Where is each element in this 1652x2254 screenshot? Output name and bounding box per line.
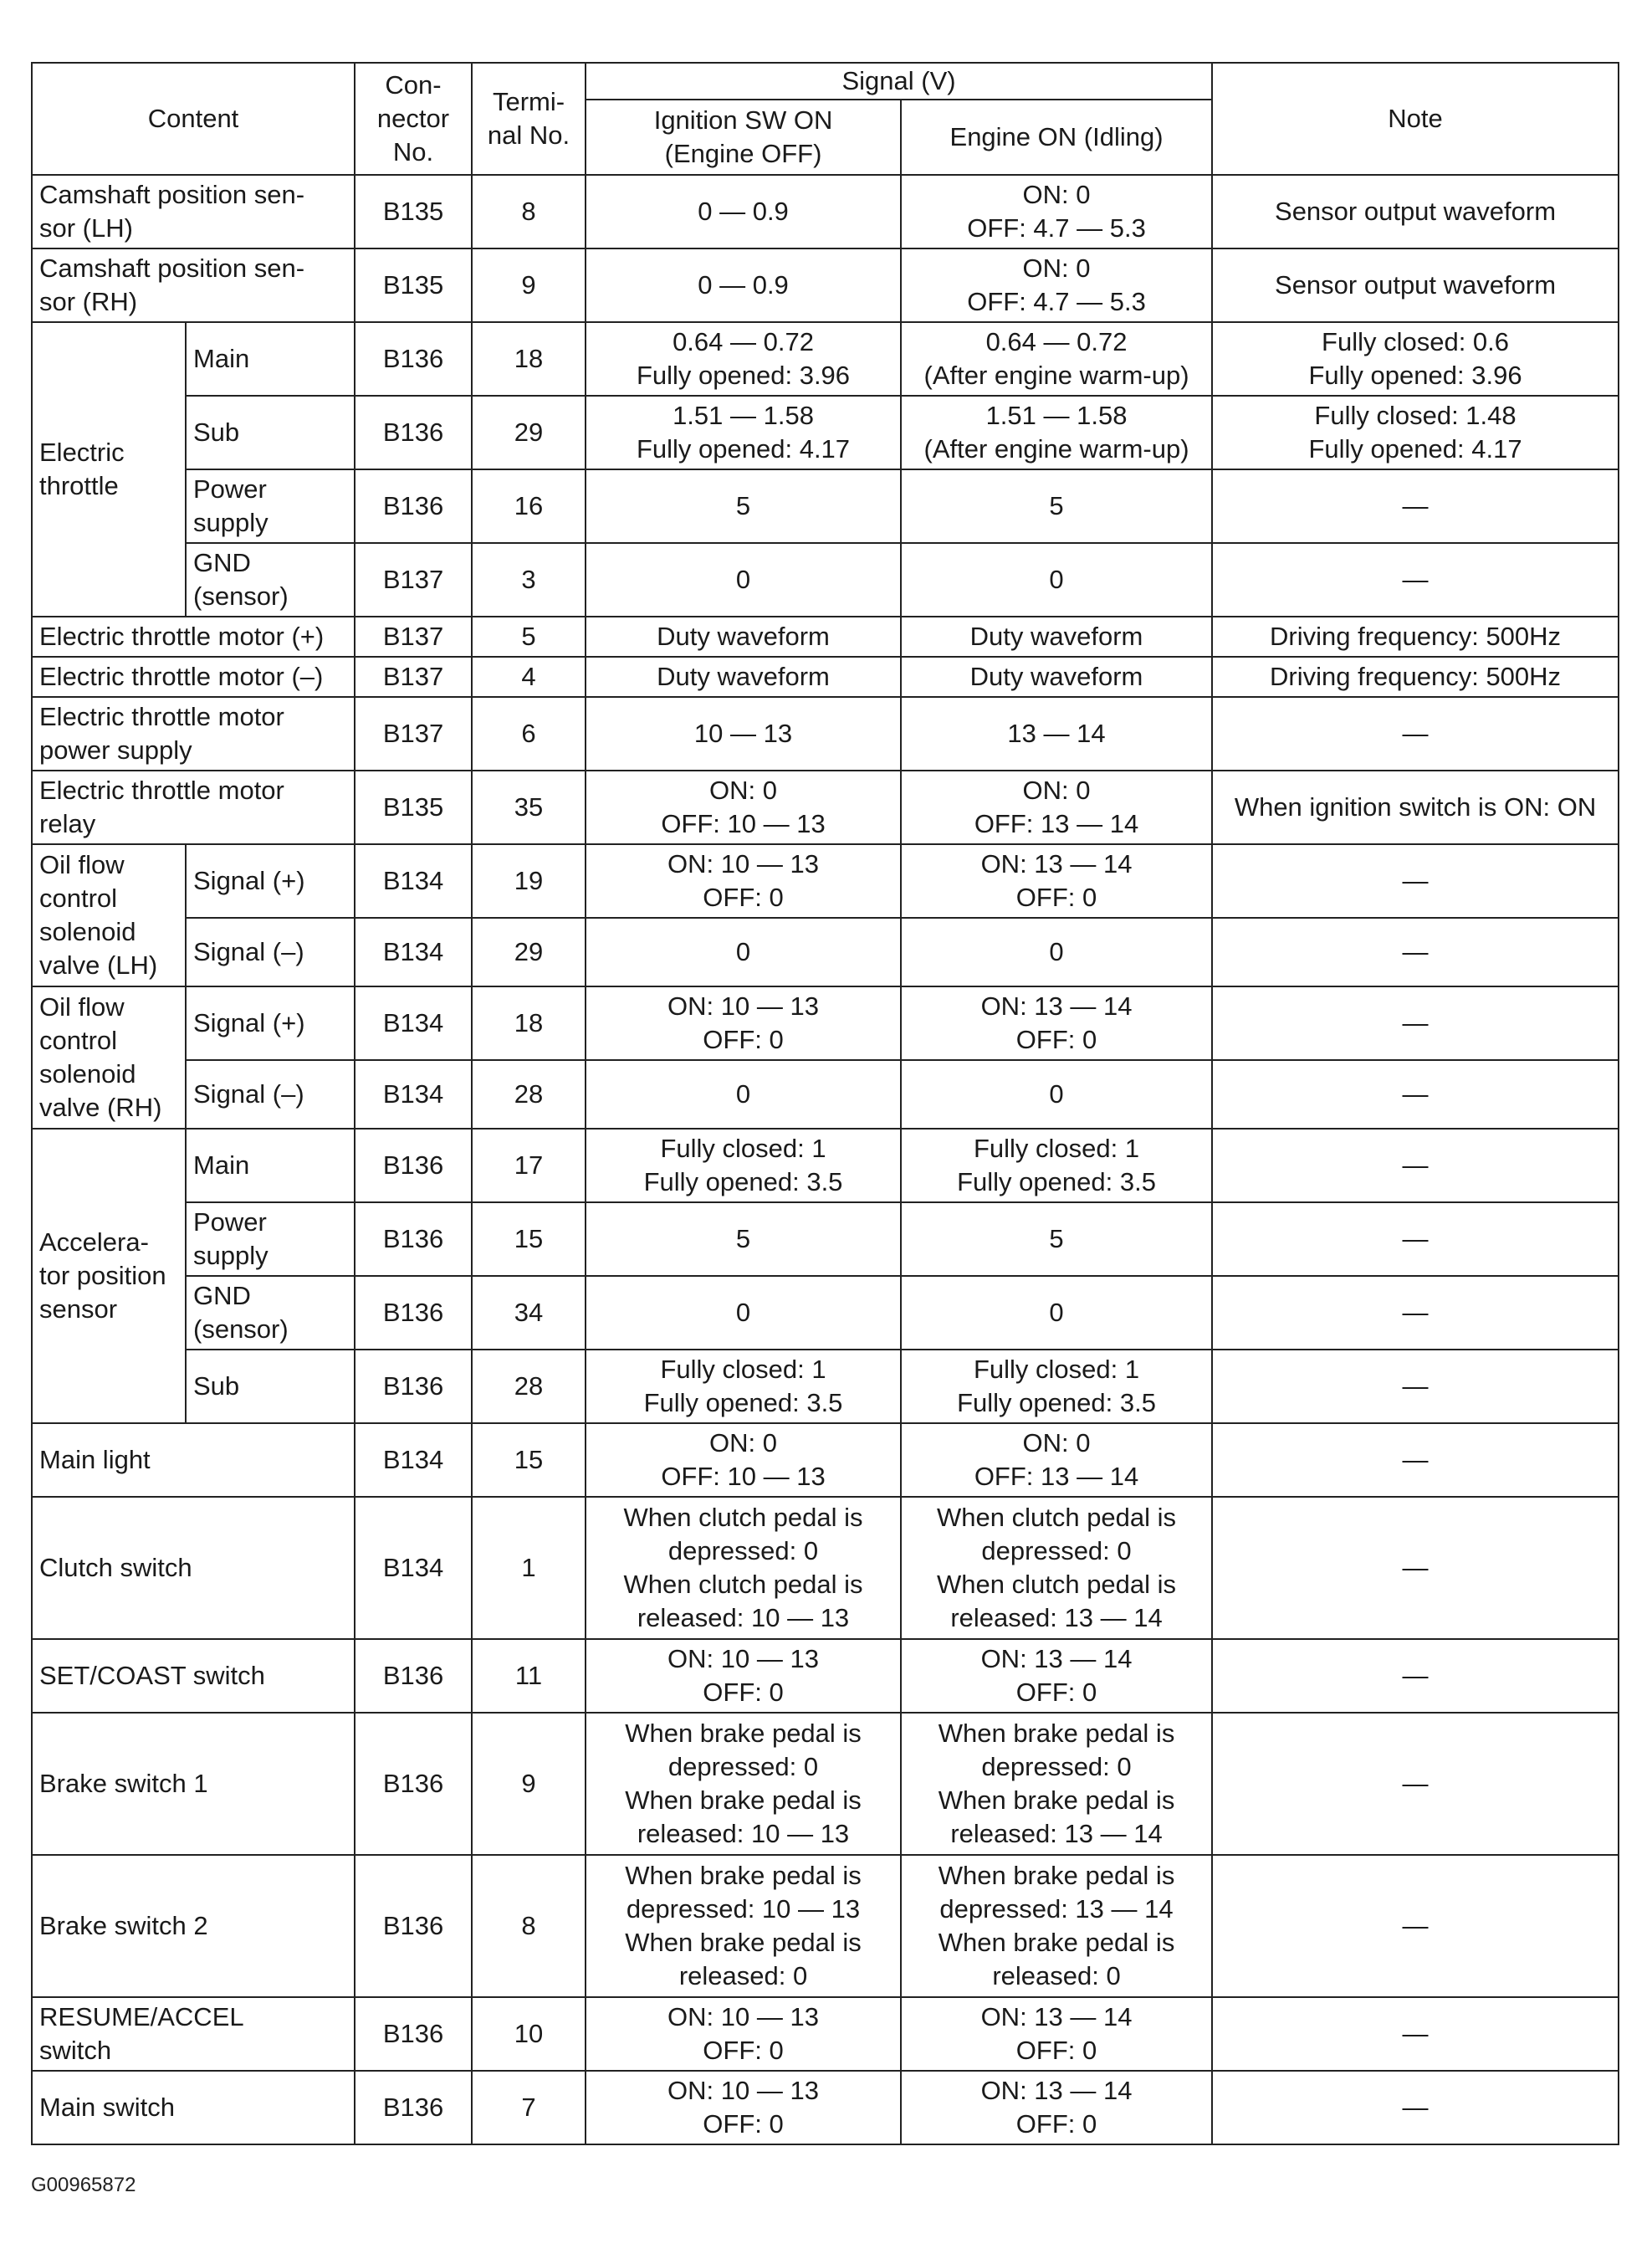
- table-row: [32, 396, 1619, 469]
- connector-no: B136: [355, 469, 472, 543]
- engine-on-signal: When clutch pedal is depressed: 0 When clutch pedal is released: 13 — 14: [901, 1497, 1212, 1639]
- engine-on-signal: ON: 13 — 14 OFF: 0: [901, 2071, 1212, 2144]
- connector-no: B136: [355, 1855, 472, 1997]
- terminal-no: 19: [472, 844, 586, 918]
- table-row: [32, 1497, 1619, 1639]
- engine-on-signal: ON: 13 — 14 OFF: 0: [901, 844, 1212, 918]
- connector-no: B135: [355, 248, 472, 322]
- terminal-no: 8: [472, 175, 586, 248]
- note: —: [1212, 1713, 1619, 1855]
- connector-no: B134: [355, 1060, 472, 1129]
- ignition-on-signal: ON: 10 — 13 OFF: 0: [586, 844, 901, 918]
- engine-on-signal: 0: [901, 543, 1212, 617]
- ignition-on-signal: 0: [586, 918, 901, 986]
- note: Fully closed: 1.48 Fully opened: 4.17: [1212, 396, 1619, 469]
- table-row: [32, 1855, 1619, 1997]
- connector-no: B136: [355, 1997, 472, 2071]
- note: When ignition switch is ON: ON: [1212, 771, 1619, 844]
- table-row: [32, 322, 1619, 396]
- terminal-no: 4: [472, 657, 586, 697]
- connector-no: B134: [355, 1497, 472, 1639]
- header-note: Note: [1212, 63, 1619, 175]
- connector-no: B136: [355, 396, 472, 469]
- table-row: [32, 986, 1619, 1060]
- table-row: [32, 657, 1619, 697]
- connector-no: B135: [355, 175, 472, 248]
- item-label: Main switch: [32, 2071, 355, 2144]
- table-row: [32, 1423, 1619, 1497]
- sub-item-label: Signal (+): [186, 986, 355, 1060]
- ignition-on-signal: 0: [586, 1060, 901, 1129]
- item-label: Electric throttle motor relay: [32, 771, 355, 844]
- engine-on-signal: 13 — 14: [901, 697, 1212, 771]
- connector-no: B136: [355, 1350, 472, 1423]
- group-label-ofc-lh: Oil flow control solenoid valve (LH): [32, 844, 186, 986]
- connector-no: B137: [355, 617, 472, 657]
- ignition-on-signal: ON: 10 — 13 OFF: 0: [586, 986, 901, 1060]
- ignition-on-signal: Fully closed: 1 Fully opened: 3.5: [586, 1350, 901, 1423]
- table-row: [32, 1060, 1619, 1129]
- table-row: [32, 1997, 1619, 2071]
- sub-item-label: Sub: [186, 1350, 355, 1423]
- engine-on-signal: 0: [901, 1276, 1212, 1350]
- ignition-on-signal: 0 — 0.9: [586, 248, 901, 322]
- terminal-no: 5: [472, 617, 586, 657]
- table-body: [32, 175, 1619, 2144]
- terminal-no: 15: [472, 1202, 586, 1276]
- ignition-on-signal: 5: [586, 1202, 901, 1276]
- item-label: Camshaft position sen- sor (RH): [32, 248, 355, 322]
- header-terminal: Termi- nal No.: [472, 63, 586, 175]
- note: —: [1212, 1060, 1619, 1129]
- terminal-no: 8: [472, 1855, 586, 1997]
- ignition-on-signal: 10 — 13: [586, 697, 901, 771]
- group-label-ofc-rh: Oil flow control solenoid valve (RH): [32, 986, 186, 1129]
- note: Sensor output waveform: [1212, 175, 1619, 248]
- note: —: [1212, 1855, 1619, 1997]
- terminal-no: 18: [472, 322, 586, 396]
- note: —: [1212, 1497, 1619, 1639]
- terminal-signal-table: [31, 62, 1619, 2145]
- table-row: [32, 1129, 1619, 1202]
- sub-item-label: Signal (–): [186, 918, 355, 986]
- terminal-no: 35: [472, 771, 586, 844]
- ignition-on-signal: ON: 10 — 13 OFF: 0: [586, 1639, 901, 1713]
- terminal-no: 18: [472, 986, 586, 1060]
- connector-no: B134: [355, 986, 472, 1060]
- table-row: [32, 1639, 1619, 1713]
- table-row: [32, 1713, 1619, 1855]
- terminal-no: 7: [472, 2071, 586, 2144]
- header-engine: Engine ON (Idling): [901, 100, 1212, 175]
- table-row: [32, 543, 1619, 617]
- header-connector: Con- nector No.: [355, 63, 472, 175]
- connector-no: B134: [355, 844, 472, 918]
- sub-item-label: GND (sensor): [186, 543, 355, 617]
- engine-on-signal: 0: [901, 918, 1212, 986]
- note: —: [1212, 1202, 1619, 1276]
- engine-on-signal: Duty waveform: [901, 657, 1212, 697]
- header-ignition: Ignition SW ON (Engine OFF): [586, 100, 901, 175]
- terminal-no: 10: [472, 1997, 586, 2071]
- header-row-1: [32, 63, 1619, 100]
- engine-on-signal: Fully closed: 1 Fully opened: 3.5: [901, 1350, 1212, 1423]
- ignition-on-signal: When brake pedal is depressed: 0 When brake pedal is released: 10 — 13: [586, 1713, 901, 1855]
- ignition-on-signal: When brake pedal is depressed: 10 — 13 When brake pedal is released: 0: [586, 1855, 901, 1997]
- note: —: [1212, 1350, 1619, 1423]
- table-row: [32, 617, 1619, 657]
- connector-no: B137: [355, 543, 472, 617]
- note: Driving frequency: 500Hz: [1212, 617, 1619, 657]
- table-row: [32, 697, 1619, 771]
- note: Sensor output waveform: [1212, 248, 1619, 322]
- sub-item-label: Main: [186, 1129, 355, 1202]
- terminal-no: 28: [472, 1060, 586, 1129]
- sub-item-label: Signal (–): [186, 1060, 355, 1129]
- engine-on-signal: Fully closed: 1 Fully opened: 3.5: [901, 1129, 1212, 1202]
- table-row: [32, 1202, 1619, 1276]
- note: Fully closed: 0.6 Fully opened: 3.96: [1212, 322, 1619, 396]
- header-signal: Signal (V): [586, 63, 1212, 100]
- engine-on-signal: Duty waveform: [901, 617, 1212, 657]
- connector-no: B136: [355, 2071, 472, 2144]
- engine-on-signal: ON: 0 OFF: 13 — 14: [901, 1423, 1212, 1497]
- ignition-on-signal: 0 — 0.9: [586, 175, 901, 248]
- engine-on-signal: 1.51 — 1.58 (After engine warm-up): [901, 396, 1212, 469]
- header-content: Content: [32, 63, 355, 175]
- engine-on-signal: ON: 13 — 14 OFF: 0: [901, 1639, 1212, 1713]
- sub-item-label: Signal (+): [186, 844, 355, 918]
- engine-on-signal: ON: 0 OFF: 4.7 — 5.3: [901, 175, 1212, 248]
- note: —: [1212, 1639, 1619, 1713]
- table-row: [32, 844, 1619, 918]
- sub-item-label: Main: [186, 322, 355, 396]
- note: —: [1212, 543, 1619, 617]
- table-row: [32, 469, 1619, 543]
- ignition-on-signal: ON: 10 — 13 OFF: 0: [586, 1997, 901, 2071]
- terminal-no: 16: [472, 469, 586, 543]
- engine-on-signal: 5: [901, 1202, 1212, 1276]
- connector-no: B136: [355, 1639, 472, 1713]
- terminal-no: 28: [472, 1350, 586, 1423]
- note: —: [1212, 697, 1619, 771]
- engine-on-signal: 0.64 — 0.72 (After engine warm-up): [901, 322, 1212, 396]
- ignition-on-signal: ON: 0 OFF: 10 — 13: [586, 771, 901, 844]
- note: —: [1212, 1423, 1619, 1497]
- terminal-no: 29: [472, 396, 586, 469]
- connector-no: B134: [355, 1423, 472, 1497]
- group-label-electric-throttle: Electric throttle: [32, 322, 186, 617]
- terminal-no: 9: [472, 248, 586, 322]
- ignition-on-signal: Duty waveform: [586, 657, 901, 697]
- ignition-on-signal: 0: [586, 543, 901, 617]
- engine-on-signal: ON: 0 OFF: 13 — 14: [901, 771, 1212, 844]
- ignition-on-signal: 5: [586, 469, 901, 543]
- engine-on-signal: 0: [901, 1060, 1212, 1129]
- table-row: [32, 2071, 1619, 2144]
- item-label: SET/COAST switch: [32, 1639, 355, 1713]
- sub-item-label: Power supply: [186, 1202, 355, 1276]
- terminal-no: 29: [472, 918, 586, 986]
- note: —: [1212, 844, 1619, 918]
- engine-on-signal: ON: 13 — 14 OFF: 0: [901, 986, 1212, 1060]
- terminal-no: 3: [472, 543, 586, 617]
- connector-no: B137: [355, 657, 472, 697]
- engine-on-signal: ON: 13 — 14 OFF: 0: [901, 1997, 1212, 2071]
- sub-item-label: Sub: [186, 396, 355, 469]
- table-row: [32, 918, 1619, 986]
- ignition-on-signal: 0: [586, 1276, 901, 1350]
- connector-no: B135: [355, 771, 472, 844]
- table-row: [32, 1350, 1619, 1423]
- ignition-on-signal: 1.51 — 1.58 Fully opened: 4.17: [586, 396, 901, 469]
- connector-no: B134: [355, 918, 472, 986]
- note: —: [1212, 986, 1619, 1060]
- item-label: Electric throttle motor (+): [32, 617, 355, 657]
- connector-no: B136: [355, 1129, 472, 1202]
- note: —: [1212, 2071, 1619, 2144]
- item-label: Electric throttle motor (–): [32, 657, 355, 697]
- item-label: Main light: [32, 1423, 355, 1497]
- terminal-no: 34: [472, 1276, 586, 1350]
- item-label: Camshaft position sen- sor (LH): [32, 175, 355, 248]
- figure-id: G00965872: [31, 2174, 136, 2196]
- note: —: [1212, 469, 1619, 543]
- terminal-no: 11: [472, 1639, 586, 1713]
- note: Driving frequency: 500Hz: [1212, 657, 1619, 697]
- engine-on-signal: When brake pedal is depressed: 13 — 14 When brake pedal is released: 0: [901, 1855, 1212, 1997]
- item-label: Brake switch 1: [32, 1713, 355, 1855]
- item-label: Brake switch 2: [32, 1855, 355, 1997]
- sub-item-label: GND (sensor): [186, 1276, 355, 1350]
- connector-no: B137: [355, 697, 472, 771]
- ignition-on-signal: Fully closed: 1 Fully opened: 3.5: [586, 1129, 901, 1202]
- ignition-on-signal: ON: 10 — 13 OFF: 0: [586, 2071, 901, 2144]
- item-label: RESUME/ACCEL switch: [32, 1997, 355, 2071]
- terminal-no: 9: [472, 1713, 586, 1855]
- ignition-on-signal: 0.64 — 0.72 Fully opened: 3.96: [586, 322, 901, 396]
- engine-on-signal: ON: 0 OFF: 4.7 — 5.3: [901, 248, 1212, 322]
- table-row: [32, 771, 1619, 844]
- ignition-on-signal: Duty waveform: [586, 617, 901, 657]
- group-label-accel: Accelera- tor position sensor: [32, 1129, 186, 1423]
- engine-on-signal: When brake pedal is depressed: 0 When brake pedal is released: 13 — 14: [901, 1713, 1212, 1855]
- note: —: [1212, 918, 1619, 986]
- table-row: [32, 175, 1619, 248]
- ignition-on-signal: When clutch pedal is depressed: 0 When clutch pedal is released: 10 — 13: [586, 1497, 901, 1639]
- engine-on-signal: 5: [901, 469, 1212, 543]
- note: —: [1212, 1276, 1619, 1350]
- terminal-signal-table-sheet: [31, 62, 1618, 2145]
- table-row: [32, 248, 1619, 322]
- connector-no: B136: [355, 1276, 472, 1350]
- terminal-no: 1: [472, 1497, 586, 1639]
- terminal-no: 6: [472, 697, 586, 771]
- note: —: [1212, 1997, 1619, 2071]
- ignition-on-signal: ON: 0 OFF: 10 — 13: [586, 1423, 901, 1497]
- connector-no: B136: [355, 322, 472, 396]
- connector-no: B136: [355, 1713, 472, 1855]
- sub-item-label: Power supply: [186, 469, 355, 543]
- table-row: [32, 1276, 1619, 1350]
- note: —: [1212, 1129, 1619, 1202]
- terminal-no: 17: [472, 1129, 586, 1202]
- terminal-no: 15: [472, 1423, 586, 1497]
- connector-no: B136: [355, 1202, 472, 1276]
- item-label: Clutch switch: [32, 1497, 355, 1639]
- item-label: Electric throttle motor power supply: [32, 697, 355, 771]
